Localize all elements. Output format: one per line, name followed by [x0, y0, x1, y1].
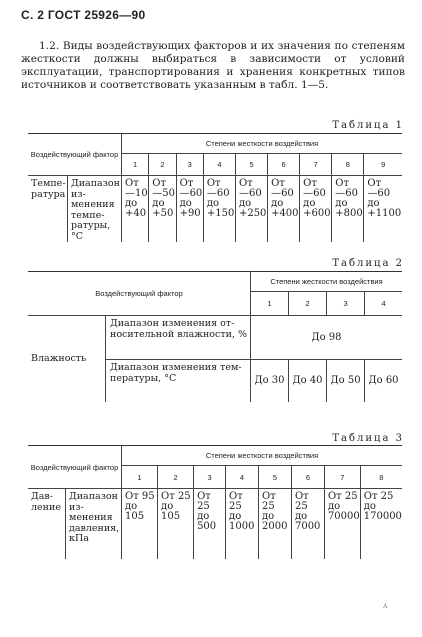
t3-cell-line: От 25 [229, 491, 243, 512]
t1-cell-line: От [303, 178, 317, 189]
t1-cell-line: От [335, 178, 350, 189]
t3-factor-header: Воздействующий фактор [28, 446, 122, 489]
t3-col-3: 3 [194, 466, 226, 489]
page-header: С. 2 ГОСТ 25926—90 [21, 8, 146, 22]
t3-cell-line: 500 [197, 521, 217, 532]
t3-cell-3 [194, 489, 226, 559]
t2-degrees-header: Степени жесткости воздействия [251, 272, 403, 292]
t1-cell-line: От [367, 178, 382, 189]
t3-cell-line: От 25 [161, 491, 191, 502]
t1-cell-line: до [238, 198, 252, 209]
t3-cell-line: до [197, 511, 210, 522]
t1-cell-line: —10 [125, 188, 148, 199]
t1-cell-line: —60 [271, 188, 294, 199]
t1-factor: Температура [28, 176, 68, 243]
t1-col-4: 4 [203, 154, 235, 176]
t3-factor: Давление [28, 489, 66, 559]
t1-cell-1 [122, 176, 149, 243]
t2-col-1: 1 [251, 292, 289, 316]
t1-factor-header: Воздействующий фактор [28, 134, 122, 176]
t1-cell-line: +800 [335, 208, 363, 219]
t1-cell-line: до [206, 198, 220, 209]
t3-cell-6 [291, 489, 324, 559]
t1-col-9: 9 [364, 154, 402, 176]
t3-cell-8 [360, 489, 402, 559]
t3-col-7: 7 [324, 466, 360, 489]
t3-cell-line: 2000 [262, 521, 288, 532]
t3-cell-line: 70000 [327, 511, 360, 522]
t1-cell-line: до [179, 198, 192, 209]
t2-col-2: 2 [289, 292, 327, 316]
t1-cell-line: до [303, 198, 316, 209]
t3-col-5: 5 [259, 466, 292, 489]
t3-cell-line: От 25 [363, 491, 394, 502]
t1-range-label: Диапазон изменения температуры, °С [68, 176, 122, 243]
t1-cell-line: +150 [206, 208, 235, 219]
t3-cell-line: до [363, 501, 376, 512]
t1-cell-line: +400 [271, 208, 299, 219]
t1-col-7: 7 [300, 154, 332, 176]
t1-cell-line: От [125, 178, 139, 189]
table1-caption: Таблица 1 [332, 120, 404, 131]
t3-cell-line: 7000 [294, 521, 321, 532]
t3-degrees-header: Степени жесткости воздействия [122, 446, 403, 466]
t1-cell-line: От [206, 178, 221, 189]
t1-cell-7 [300, 176, 332, 243]
t1-cell-9 [364, 176, 402, 243]
t1-cell-5 [235, 176, 267, 243]
t1-degrees-header: Степени жесткости воздействия [122, 134, 403, 154]
t3-cell-line: до [294, 511, 308, 522]
t1-cell-line: +90 [179, 208, 201, 219]
t3-cell-line: до [327, 501, 341, 512]
paragraph-1-2 [21, 40, 405, 92]
table-2 [28, 271, 402, 402]
t2-row2-value-2: До 40 [289, 360, 327, 402]
t3-cell-7 [324, 489, 360, 559]
t3-cell-line: От 95 [125, 491, 155, 502]
t1-cell-line: +250 [238, 208, 267, 219]
t2-row2-label: Диапазон изменения температуры, °С [106, 360, 251, 402]
t3-cell-line: 170000 [363, 511, 402, 522]
t3-col-4: 4 [226, 466, 259, 489]
t3-cell-line: От 25 [262, 491, 276, 512]
t2-row2-value-3: До 50 [327, 360, 365, 402]
t3-cell-line: до 105 [125, 501, 145, 522]
t3-cell-line: От 25 [294, 491, 309, 512]
t1-cell-line: до [367, 198, 380, 209]
t1-cell-line: +40 [125, 208, 147, 219]
t3-cell-4 [226, 489, 259, 559]
t1-cell-3 [176, 176, 203, 243]
t1-cell-line: —60 [206, 188, 230, 199]
t1-cell-line: до [271, 198, 284, 209]
t3-col-2: 2 [158, 466, 194, 489]
t3-col-1: 1 [122, 466, 158, 489]
t1-cell-line: до [335, 198, 348, 209]
t1-cell-6 [268, 176, 300, 243]
t2-col-3: 3 [327, 292, 365, 316]
table-1 [28, 133, 402, 242]
table3-caption: Таблица 3 [332, 433, 404, 444]
t2-col-4: 4 [365, 292, 402, 316]
t3-cell-line: до [262, 511, 275, 522]
t1-cell-8 [332, 176, 364, 243]
t1-cell-line: —60 [303, 188, 326, 199]
t3-range-label: Диапазон изменения давления, кПа [66, 489, 122, 559]
t3-cell-5 [259, 489, 292, 559]
paragraph-text: 1.2. Виды воздействующих факторов и их значения по степеням жесткости должны выбираться в зависимости от условий эксплуатации, транспортирования и хранения конкретных типов источников и соответствовать указанным в табл. 1—5. [21, 40, 405, 91]
t1-cell-line: —60 [335, 188, 359, 199]
t1-cell-4 [203, 176, 235, 243]
t1-cell-line: —50 [152, 188, 176, 199]
t1-cell-line: —60 [367, 188, 391, 199]
page-mark: ʌ [383, 601, 388, 610]
t1-cell-line: до [152, 198, 165, 209]
t3-cell-1 [122, 489, 158, 559]
t3-cell-2 [158, 489, 194, 559]
t1-col-1: 1 [122, 154, 149, 176]
t1-col-2: 2 [149, 154, 176, 176]
table-3 [28, 445, 402, 559]
t2-factor: Влажность [28, 316, 106, 402]
t1-cell-line: От [238, 178, 253, 189]
t1-cell-line: до [125, 198, 138, 209]
t2-row1-value: До 98 [251, 316, 403, 360]
t1-col-3: 3 [176, 154, 203, 176]
t1-cell-line: —60 [179, 188, 203, 199]
t3-cell-line: до 105 [161, 501, 181, 522]
t3-col-8: 8 [360, 466, 402, 489]
t1-col-6: 6 [268, 154, 300, 176]
t3-cell-line: 1000 [229, 521, 255, 532]
t3-col-6: 6 [291, 466, 324, 489]
t2-factor-header: Воздействующий фактор [28, 272, 251, 316]
t1-col-5: 5 [235, 154, 267, 176]
table2-caption: Таблица 2 [332, 258, 404, 269]
t1-col-8: 8 [332, 154, 364, 176]
t1-cell-line: —60 [238, 188, 262, 199]
t3-cell-line: до [229, 511, 242, 522]
t1-cell-2 [149, 176, 176, 243]
t2-row2-value-4: До 60 [368, 375, 399, 387]
t1-cell-line: +50 [152, 208, 174, 219]
t1-cell-line: +1100 [367, 208, 402, 219]
t2-row2-value-1: До 30 [251, 360, 289, 402]
t1-cell-line: От [179, 178, 194, 189]
t1-cell-line: От [152, 178, 167, 189]
t3-cell-line: От 25 [197, 491, 211, 512]
t1-cell-line: От [271, 178, 285, 189]
t1-cell-line: +600 [303, 208, 331, 219]
t2-row1-label: Диапазон изменения относительной влажности, % [106, 316, 251, 360]
t3-cell-line: От 25 [327, 491, 358, 502]
